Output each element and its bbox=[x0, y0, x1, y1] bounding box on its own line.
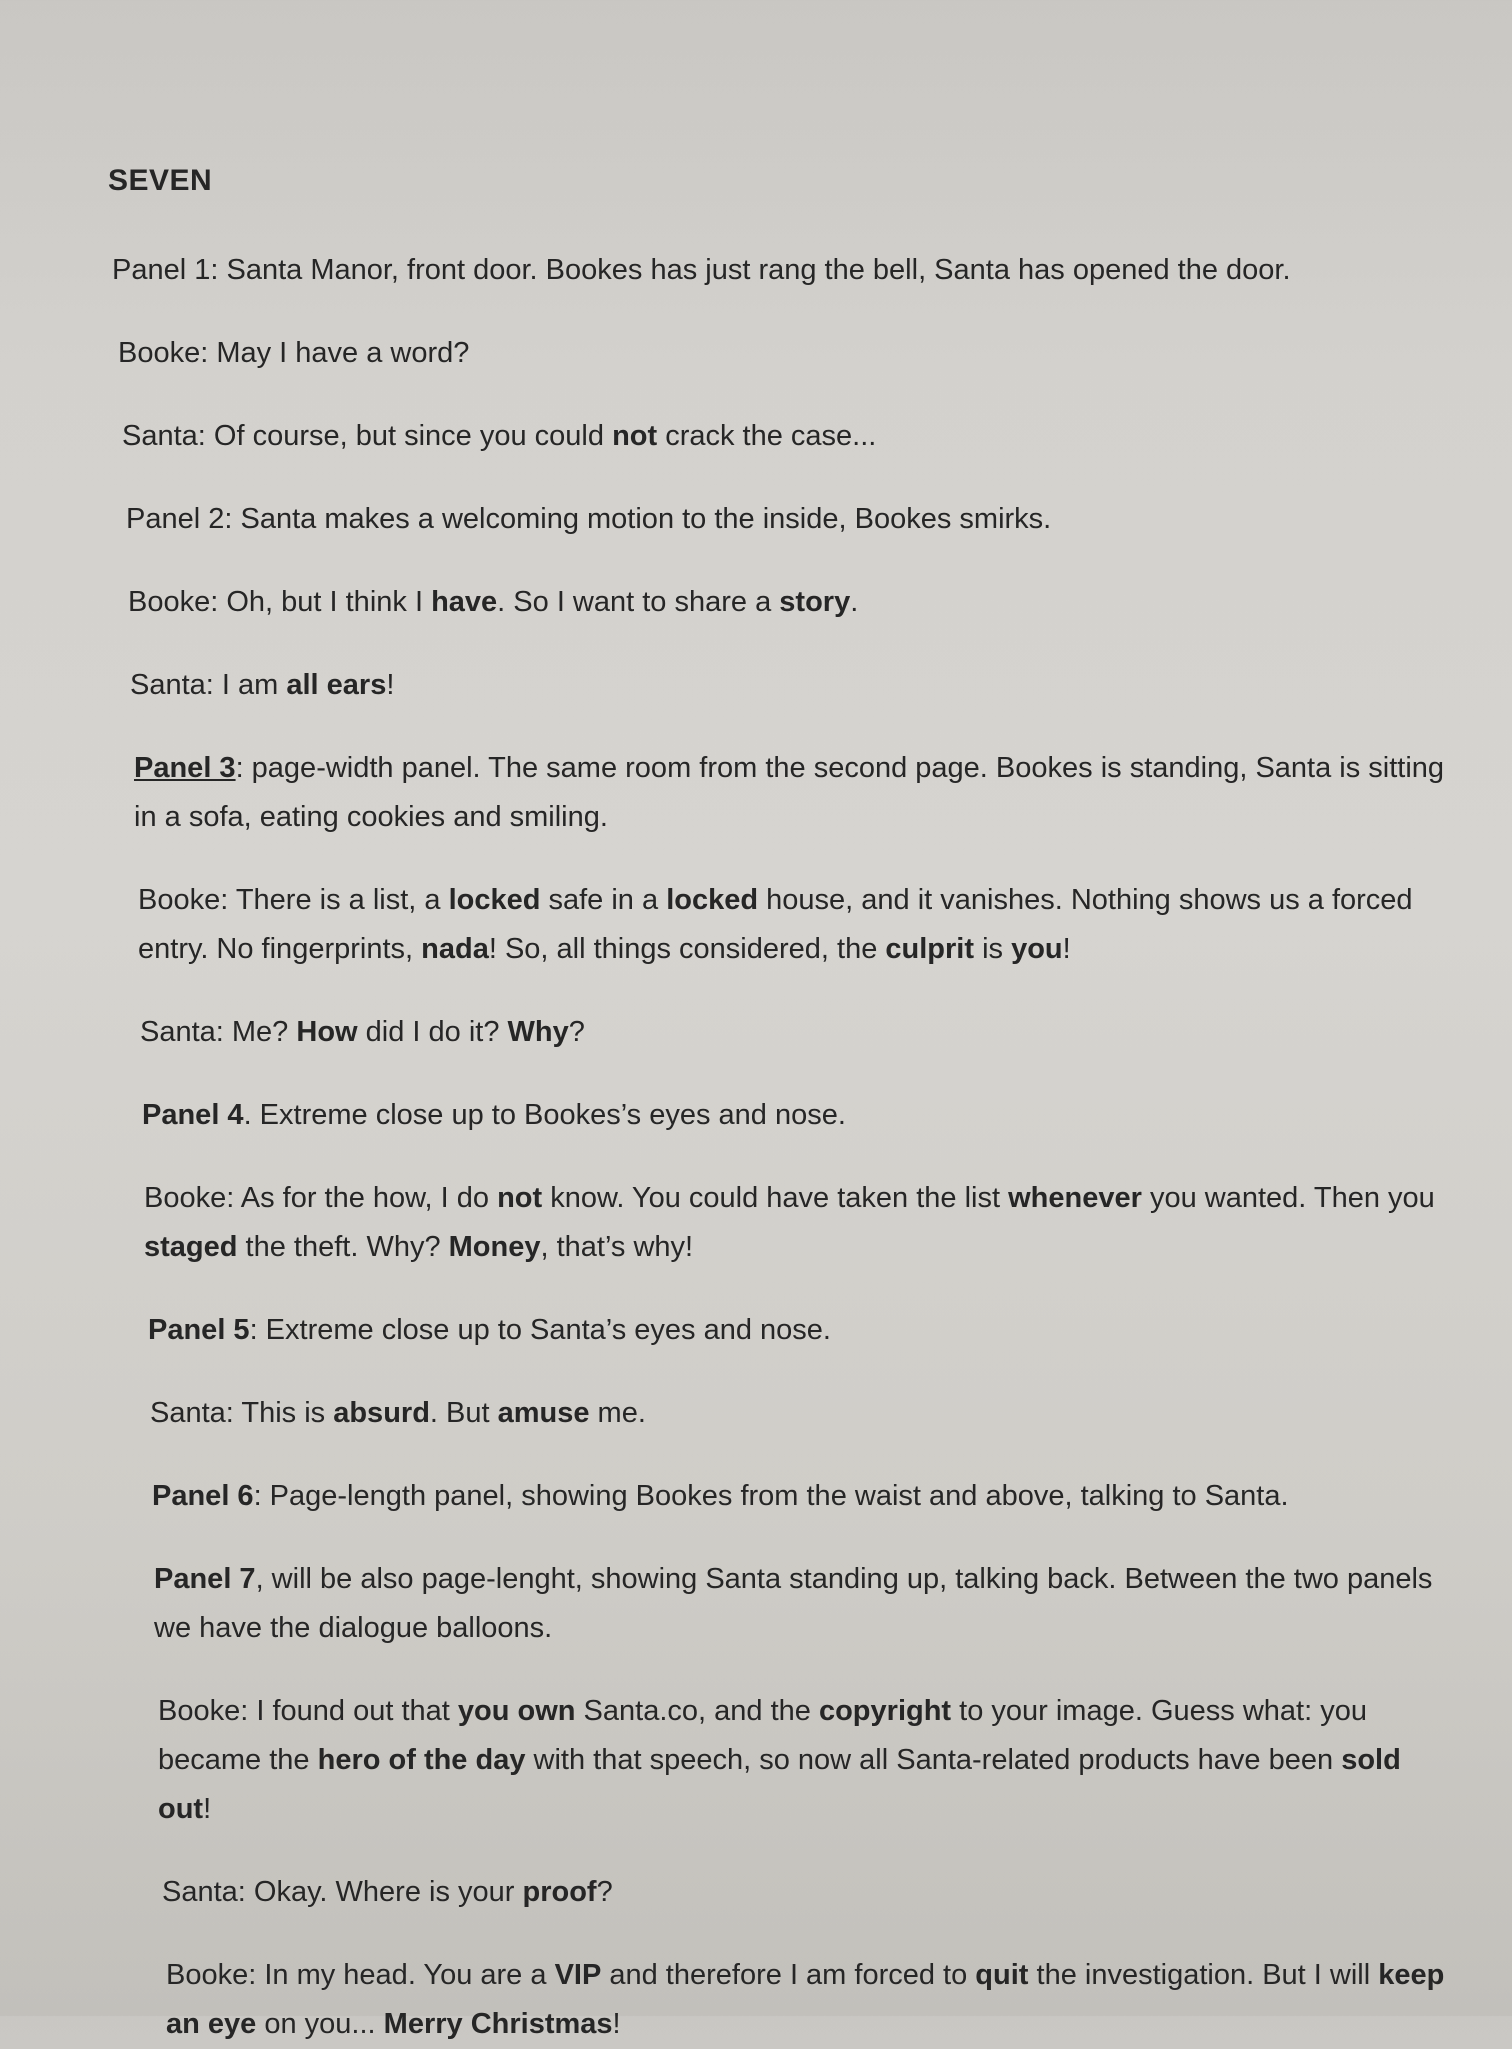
text-run: ! bbox=[203, 1793, 212, 1825]
text-run: is bbox=[974, 933, 1012, 965]
text-run: Santa: Of course, but since you could bbox=[122, 420, 613, 452]
text-run: know. You could have taken the list bbox=[542, 1182, 1009, 1214]
bold-text: amuse bbox=[497, 1397, 590, 1429]
text-run: Booke: As for the how, I do bbox=[144, 1182, 498, 1214]
text-run: Santa.co, and the bbox=[575, 1695, 819, 1727]
text-run: house, and it vanishes. Nothing shows us a forced entry. No fingerprints, bbox=[138, 884, 1413, 965]
script-paragraph bbox=[108, 578, 1452, 627]
text-run: me. bbox=[589, 1397, 646, 1429]
text-run: and therefore I am forced to bbox=[601, 1959, 976, 1991]
bold-text: you bbox=[1011, 933, 1063, 965]
bold-text: Panel 7 bbox=[154, 1563, 256, 1595]
text-run: , that’s why! bbox=[540, 1231, 694, 1263]
bold-text: Panel 4 bbox=[142, 1099, 244, 1131]
text-run: Santa: Okay. Where is your bbox=[162, 1876, 523, 1908]
text-run: ? bbox=[568, 1016, 585, 1048]
bold-text: Money bbox=[448, 1231, 541, 1263]
text-run: . Extreme close up to Bookes’s eyes and nose. bbox=[243, 1099, 846, 1131]
text-run: ! bbox=[1062, 933, 1071, 965]
bold-text: locked bbox=[666, 884, 759, 916]
text-run: ! So, all things considered, the bbox=[488, 933, 886, 965]
script-paragraph bbox=[108, 744, 1452, 842]
script-paragraph bbox=[108, 876, 1452, 974]
script-paragraph bbox=[108, 329, 1452, 378]
script-paragraph bbox=[108, 1008, 1452, 1057]
text-run: : Extreme close up to Santa’s eyes and nose. bbox=[249, 1314, 831, 1346]
bold-text: sold out bbox=[158, 1744, 1401, 1825]
page-heading: SEVEN bbox=[108, 164, 213, 197]
bold-text: VIP bbox=[554, 1959, 602, 1991]
bold-text: story bbox=[779, 586, 851, 618]
bold-text bbox=[134, 752, 236, 784]
text-run: . But bbox=[429, 1397, 498, 1429]
text-run: with that speech, so now all Santa-related products have been bbox=[525, 1744, 1342, 1776]
script-paragraph bbox=[108, 495, 1452, 544]
underlined-bold-text: Panel 3 bbox=[134, 752, 236, 784]
text-run: on you... bbox=[256, 2008, 384, 2040]
bold-text: Panel 5 bbox=[148, 1314, 250, 1346]
bold-text: Panel 6 bbox=[152, 1480, 254, 1512]
bold-text: quit bbox=[975, 1959, 1029, 1991]
bold-text: Why bbox=[507, 1016, 569, 1048]
bold-text: Merry Christmas bbox=[383, 2008, 613, 2040]
text-run: Booke: I found out that bbox=[158, 1695, 458, 1727]
bold-text: have bbox=[431, 586, 498, 618]
bold-text: keep an eye bbox=[166, 1959, 1445, 2040]
script-paragraph bbox=[108, 1389, 1452, 1438]
bold-text: culprit bbox=[885, 933, 975, 965]
text-run: Santa: I am bbox=[130, 669, 287, 701]
text-run: : Page-length panel, showing Bookes from the waist and above, talking to Santa. bbox=[253, 1480, 1289, 1512]
script-paragraph bbox=[108, 1306, 1452, 1355]
script-paragraph bbox=[108, 1555, 1452, 1653]
script-body bbox=[108, 246, 1452, 2049]
text-run: to your image. Guess what: you became the bbox=[158, 1695, 1367, 1776]
bold-text: How bbox=[296, 1016, 358, 1048]
text-run: ! bbox=[612, 2008, 621, 2040]
bold-text: you own bbox=[457, 1695, 576, 1727]
text-run: Booke: May I have a word? bbox=[118, 337, 470, 369]
text-run: . So I want to share a bbox=[497, 586, 780, 618]
script-paragraph bbox=[108, 1091, 1452, 1140]
text-run: , will be also page-lenght, showing Santa standing up, talking back. Between the two panels we have the dialogue balloons. bbox=[154, 1563, 1433, 1644]
text-run: the theft. Why? bbox=[237, 1231, 449, 1263]
text-run: the investigation. But I will bbox=[1028, 1959, 1379, 1991]
text-run: safe in a bbox=[540, 884, 667, 916]
bold-text: not bbox=[497, 1182, 543, 1214]
text-run: Booke: Oh, but I think I bbox=[128, 586, 432, 618]
text-run: Santa: This is bbox=[150, 1397, 334, 1429]
text-run: : page-width panel. The same room from the second page. Bookes is standing, Santa is sitting in a sofa, eating cookies and smiling. bbox=[134, 752, 1445, 833]
bold-text: not bbox=[612, 420, 658, 452]
script-paragraph bbox=[108, 1868, 1452, 1917]
bold-text: copyright bbox=[818, 1695, 952, 1727]
text-run: did I do it? bbox=[357, 1016, 508, 1048]
script-paragraph bbox=[108, 1687, 1452, 1834]
text-run: Booke: In my head. You are a bbox=[166, 1959, 555, 1991]
bold-text: whenever bbox=[1008, 1182, 1142, 1214]
bold-text: all ears bbox=[286, 669, 387, 701]
script-paragraph bbox=[108, 661, 1452, 710]
script-paragraph bbox=[108, 1174, 1452, 1272]
bold-text: locked bbox=[448, 884, 541, 916]
text-run: Booke: There is a list, a bbox=[138, 884, 449, 916]
bold-text: staged bbox=[144, 1231, 238, 1263]
text-run: ! bbox=[386, 669, 395, 701]
text-run: ? bbox=[596, 1876, 613, 1908]
text-run: you wanted. Then you bbox=[1141, 1182, 1435, 1214]
script-paragraph bbox=[108, 412, 1452, 461]
bold-text: proof bbox=[522, 1876, 597, 1908]
script-paragraph bbox=[108, 1472, 1452, 1521]
text-run: crack the case... bbox=[657, 420, 877, 452]
script-paragraph bbox=[108, 246, 1452, 295]
text-run: Panel 1: Santa Manor, front door. Bookes has just rang the bell, Santa has opened the door. bbox=[112, 254, 1291, 286]
text-run: Panel 2: Santa makes a welcoming motion to the inside, Bookes smirks. bbox=[126, 503, 1052, 535]
script-paragraph bbox=[108, 1951, 1452, 2049]
bold-text: hero of the day bbox=[317, 1744, 526, 1776]
bold-text: absurd bbox=[333, 1397, 430, 1429]
text-run: Santa: Me? bbox=[140, 1016, 297, 1048]
text-run: . bbox=[850, 586, 859, 618]
bold-text: nada bbox=[421, 933, 489, 965]
